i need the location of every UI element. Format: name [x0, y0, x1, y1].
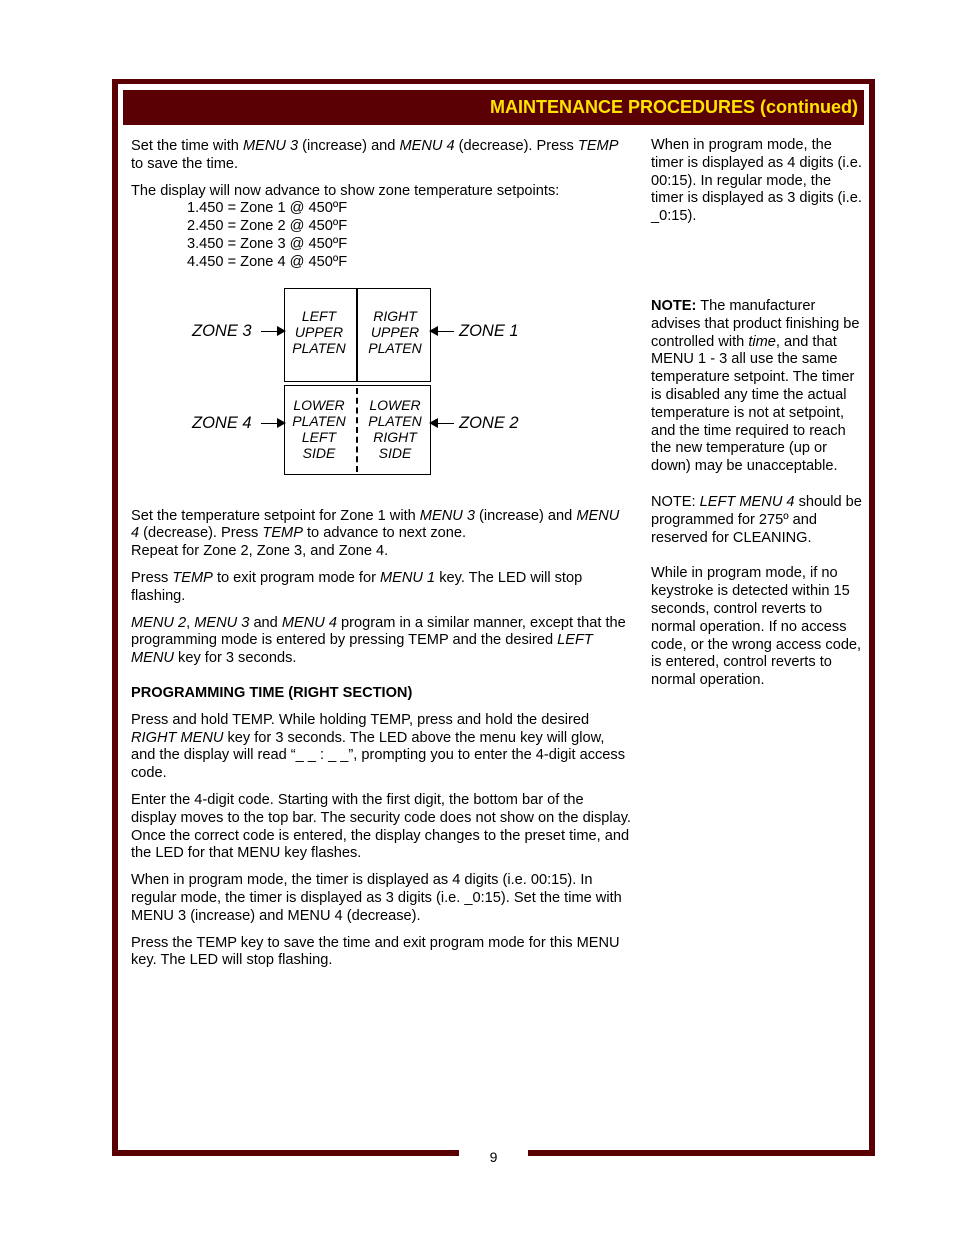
setpoint-item: 1.450 = Zone 1 @ 450ºF — [187, 200, 348, 217]
setpoint-item: 3.450 = Zone 3 @ 450ºF — [187, 235, 348, 252]
setpoint-item: 4.450 = Zone 4 @ 450ºF — [187, 253, 348, 270]
zone-2-arrow-icon — [431, 423, 454, 424]
zone-3-label: ZONE 3 — [192, 321, 252, 340]
zone-3-arrow-icon — [261, 331, 284, 332]
paragraph-set-time: Set the time with MENU 3 (increase) and MENU 4 (decrease). Press TEMP to save the time. — [131, 138, 619, 172]
lower-right-zone-label: LOWER PLATEN RIGHT SIDE — [368, 396, 422, 461]
zone-4-arrow-icon — [261, 423, 284, 424]
page-frame-left — [112, 79, 118, 1156]
main-column — [131, 138, 631, 979]
zone-1-label: ZONE 1 — [459, 321, 519, 340]
page-frame-bottom-right — [528, 1150, 875, 1156]
upper-right-zone-label: RIGHT UPPER PLATEN — [368, 307, 422, 356]
setpoint-item: 2.450 = Zone 2 @ 450ºF — [187, 218, 348, 235]
paragraph-save-time: Press the TEMP key to save the time and exit program mode for this MENU key. The LED will stop flashing. — [131, 934, 620, 969]
lower-left-zone-label: LOWER PLATEN LEFT SIDE — [292, 396, 346, 461]
paragraph-zone-setpoint: Set the temperature setpoint for Zone 1 with MENU 3 (increase) and MENU 4 (decrease). Press TEMP to advance to next zone. Repeat for Zone 2, Zone 3, and Zone 4. — [131, 507, 620, 560]
upper-left-zone-label: LEFT UPPER PLATEN — [292, 307, 346, 356]
zone-diagram — [131, 288, 631, 498]
lower-divider — [356, 388, 358, 472]
upper-divider — [356, 288, 358, 382]
paragraph-other-menus: MENU 2, MENU 3 and MENU 4 program in a similar manner, except that the programming mode is entered by pressing TEMP and the desired LEFT MENU key for 3 seconds. — [131, 614, 626, 667]
setpoint-list — [131, 200, 631, 271]
page-frame-right — [869, 79, 875, 1156]
section-heading: PROGRAMMING TIME (RIGHT SECTION) — [131, 684, 413, 701]
side-note-timeout: While in program mode, if no keystroke is detected within 15 seconds, control reverts to normal operation. If no access code, or the wrong access code, is entered, control reverts to normal operation. — [651, 565, 862, 689]
paragraph-display-advance: The display will now advance to show zone temperature setpoints: — [131, 182, 560, 199]
side-notes-column — [651, 137, 863, 690]
zone-4-label: ZONE 4 — [192, 413, 252, 432]
paragraph-exit-program: Press TEMP to exit program mode for MENU 1 key. The LED will stop flashing. — [131, 569, 583, 604]
page-frame-top — [112, 79, 875, 84]
page-number: 9 — [489, 1149, 498, 1165]
page-frame-bottom-left — [112, 1150, 459, 1156]
zone-1-arrow-icon — [431, 331, 454, 332]
paragraph-enter-code: Enter the 4-digit code. Starting with the first digit, the bottom bar of the display moves to the top bar. The security code does not show on the display. Once the correct code is entered, the display changes to the preset time, and the LED for that MENU key flashes. — [131, 791, 631, 862]
side-note-manufacturer: NOTE: The manufacturer advises that product finishing be controlled with time, and that MENU 1 - 3 all use the same temperature setpoint. The timer is disabled any time the actual temperature is not at setpoint, and the time required to reach the new temperature (up or down) may be unacceptable. — [651, 297, 860, 475]
side-note-left-menu-4: NOTE: LEFT MENU 4 should be programmed for 275º and reserved for CLEANING. — [651, 493, 862, 546]
zone-2-label: ZONE 2 — [459, 413, 519, 432]
section-header-bar — [123, 90, 864, 125]
side-note-timer: When in program mode, the timer is displayed as 4 digits (i.e. 00:15). In regular mode, the timer is displayed as 3 digits (i.e. _0:15). — [651, 137, 862, 225]
paragraph-timer-display: When in program mode, the timer is displayed as 4 digits (i.e. 00:15). In regular mode, the timer is displayed as 3 digits (i.e. _0:15). Set the time with MENU 3 (increase) and MENU 4 (decrease). — [131, 872, 622, 924]
paragraph-press-hold: Press and hold TEMP. While holding TEMP, press and hold the desired RIGHT MENU key for 3 seconds. The LED above the menu key will glow, and the display will read “_ _ : _ _”, prompting you to enter the 4-digit access code. — [131, 711, 626, 782]
section-title: MAINTENANCE PROCEDURES (continued) — [490, 97, 858, 117]
